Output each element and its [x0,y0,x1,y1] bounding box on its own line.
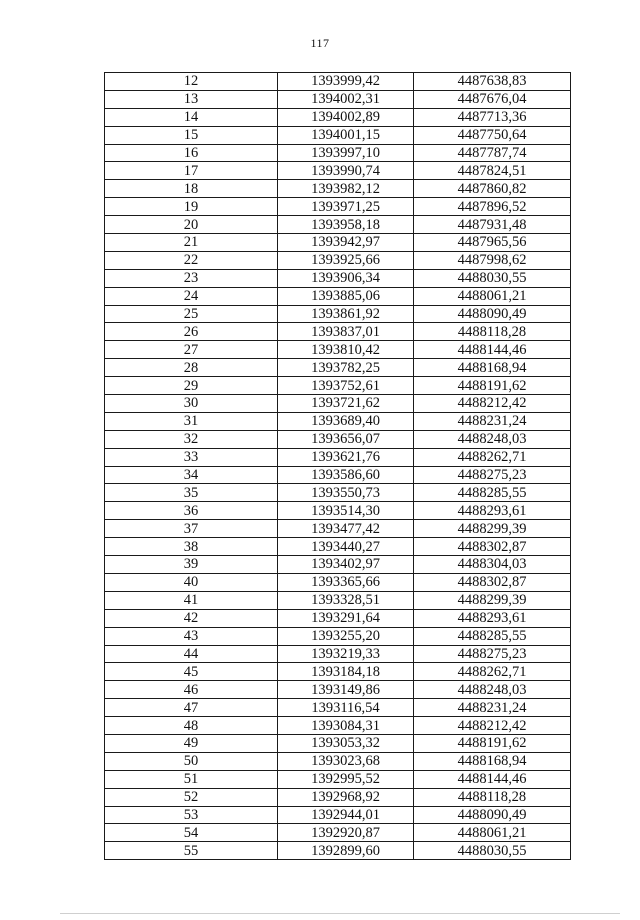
point-number-cell: 40 [105,573,278,591]
y-coordinate-cell: 4488118,28 [414,788,571,806]
table-row [105,573,571,591]
point-number-cell: 15 [105,126,278,144]
x-coordinate-cell: 1393477,42 [278,520,414,538]
y-coordinate-cell: 4488030,55 [414,269,571,287]
table-row [105,144,571,162]
y-coordinate-cell: 4488168,94 [414,752,571,770]
y-coordinate-cell: 4488061,21 [414,824,571,842]
table-row [105,251,571,269]
point-number-cell: 14 [105,108,278,126]
x-coordinate-cell: 1392899,60 [278,842,414,860]
point-number-cell: 43 [105,627,278,645]
table-row [105,681,571,699]
point-number-cell: 38 [105,538,278,556]
point-number-cell: 24 [105,287,278,305]
page-bottom-edge [60,913,620,914]
x-coordinate-cell: 1393402,97 [278,556,414,574]
y-coordinate-cell: 4488299,39 [414,591,571,609]
x-coordinate-cell: 1393990,74 [278,162,414,180]
x-coordinate-cell: 1393837,01 [278,323,414,341]
table-row [105,699,571,717]
x-coordinate-cell: 1394001,15 [278,126,414,144]
x-coordinate-cell: 1393752,61 [278,377,414,395]
x-coordinate-cell: 1393184,18 [278,663,414,681]
table-row [105,287,571,305]
point-number-cell: 39 [105,556,278,574]
table-row [105,216,571,234]
table-row [105,466,571,484]
x-coordinate-cell: 1393689,40 [278,412,414,430]
table-row [105,377,571,395]
point-number-cell: 33 [105,448,278,466]
y-coordinate-cell: 4488262,71 [414,663,571,681]
point-number-cell: 42 [105,609,278,627]
point-number-cell: 50 [105,752,278,770]
x-coordinate-cell: 1393997,10 [278,144,414,162]
table-row [105,734,571,752]
point-number-cell: 55 [105,842,278,860]
page-number: 117 [310,36,330,50]
table-row [105,448,571,466]
table-row [105,126,571,144]
y-coordinate-cell: 4487750,64 [414,126,571,144]
x-coordinate-cell: 1392968,92 [278,788,414,806]
table-row [105,90,571,108]
table-row [105,323,571,341]
x-coordinate-cell: 1393999,42 [278,73,414,91]
x-coordinate-cell: 1393586,60 [278,466,414,484]
x-coordinate-cell: 1393656,07 [278,430,414,448]
table-row [105,234,571,252]
point-number-cell: 18 [105,180,278,198]
table-row [105,162,571,180]
y-coordinate-cell: 4488090,49 [414,305,571,323]
point-number-cell: 16 [105,144,278,162]
point-number-cell: 12 [105,73,278,91]
table-row [105,645,571,663]
y-coordinate-cell: 4488293,61 [414,609,571,627]
x-coordinate-cell: 1392995,52 [278,770,414,788]
x-coordinate-cell: 1393721,62 [278,395,414,413]
x-coordinate-cell: 1392944,01 [278,806,414,824]
table-row [105,663,571,681]
point-number-cell: 36 [105,502,278,520]
point-number-cell: 41 [105,591,278,609]
x-coordinate-cell: 1393885,06 [278,287,414,305]
y-coordinate-cell: 4488191,62 [414,734,571,752]
table-row [105,520,571,538]
x-coordinate-cell: 1394002,31 [278,90,414,108]
table-row [105,198,571,216]
point-number-cell: 49 [105,734,278,752]
y-coordinate-cell: 4488285,55 [414,627,571,645]
point-number-cell: 19 [105,198,278,216]
point-number-cell: 51 [105,770,278,788]
table-row [105,395,571,413]
point-number-cell: 25 [105,305,278,323]
point-number-cell: 23 [105,269,278,287]
y-coordinate-cell: 4488212,42 [414,395,571,413]
x-coordinate-cell: 1393958,18 [278,216,414,234]
table-row [105,484,571,502]
y-coordinate-cell: 4488090,49 [414,806,571,824]
point-number-cell: 47 [105,699,278,717]
table-row [105,627,571,645]
table-row [105,770,571,788]
y-coordinate-cell: 4487896,52 [414,198,571,216]
y-coordinate-cell: 4488191,62 [414,377,571,395]
x-coordinate-cell: 1393291,64 [278,609,414,627]
x-coordinate-cell: 1393982,12 [278,180,414,198]
x-coordinate-cell: 1393084,31 [278,717,414,735]
point-number-cell: 54 [105,824,278,842]
y-coordinate-cell: 4487638,83 [414,73,571,91]
point-number-cell: 32 [105,430,278,448]
coordinates-table-container [104,72,570,860]
y-coordinate-cell: 4488231,24 [414,699,571,717]
table-row [105,788,571,806]
point-number-cell: 22 [105,251,278,269]
y-coordinate-cell: 4487965,56 [414,234,571,252]
table-row [105,591,571,609]
x-coordinate-cell: 1393149,86 [278,681,414,699]
x-coordinate-cell: 1393971,25 [278,198,414,216]
x-coordinate-cell: 1393514,30 [278,502,414,520]
point-number-cell: 30 [105,395,278,413]
coordinates-table [104,72,571,860]
point-number-cell: 29 [105,377,278,395]
point-number-cell: 34 [105,466,278,484]
point-number-cell: 46 [105,681,278,699]
y-coordinate-cell: 4488285,55 [414,484,571,502]
x-coordinate-cell: 1393328,51 [278,591,414,609]
y-coordinate-cell: 4487787,74 [414,144,571,162]
y-coordinate-cell: 4488231,24 [414,412,571,430]
x-coordinate-cell: 1393023,68 [278,752,414,770]
table-row [105,824,571,842]
y-coordinate-cell: 4488144,46 [414,341,571,359]
x-coordinate-cell: 1393925,66 [278,251,414,269]
table-row [105,412,571,430]
x-coordinate-cell: 1393116,54 [278,699,414,717]
point-number-cell: 37 [105,520,278,538]
y-coordinate-cell: 4488248,03 [414,430,571,448]
x-coordinate-cell: 1393255,20 [278,627,414,645]
y-coordinate-cell: 4488144,46 [414,770,571,788]
x-coordinate-cell: 1393942,97 [278,234,414,252]
y-coordinate-cell: 4488061,21 [414,287,571,305]
x-coordinate-cell: 1393550,73 [278,484,414,502]
table-row [105,752,571,770]
table-row [105,359,571,377]
x-coordinate-cell: 1392920,87 [278,824,414,842]
x-coordinate-cell: 1393440,27 [278,538,414,556]
point-number-cell: 21 [105,234,278,252]
table-row [105,180,571,198]
table-row [105,73,571,91]
table-row [105,269,571,287]
y-coordinate-cell: 4488293,61 [414,502,571,520]
y-coordinate-cell: 4488302,87 [414,538,571,556]
y-coordinate-cell: 4487998,62 [414,251,571,269]
y-coordinate-cell: 4488302,87 [414,573,571,591]
table-row [105,538,571,556]
table-row [105,305,571,323]
table-row [105,609,571,627]
point-number-cell: 48 [105,717,278,735]
y-coordinate-cell: 4488168,94 [414,359,571,377]
x-coordinate-cell: 1393219,33 [278,645,414,663]
x-coordinate-cell: 1393621,76 [278,448,414,466]
x-coordinate-cell: 1393782,25 [278,359,414,377]
point-number-cell: 52 [105,788,278,806]
table-row [105,842,571,860]
x-coordinate-cell: 1393861,92 [278,305,414,323]
table-row [105,430,571,448]
y-coordinate-cell: 4488275,23 [414,645,571,663]
x-coordinate-cell: 1394002,89 [278,108,414,126]
y-coordinate-cell: 4487931,48 [414,216,571,234]
y-coordinate-cell: 4488212,42 [414,717,571,735]
point-number-cell: 13 [105,90,278,108]
y-coordinate-cell: 4488299,39 [414,520,571,538]
y-coordinate-cell: 4488275,23 [414,466,571,484]
point-number-cell: 26 [105,323,278,341]
point-number-cell: 31 [105,412,278,430]
table-row [105,108,571,126]
y-coordinate-cell: 4487676,04 [414,90,571,108]
table-row [105,556,571,574]
point-number-cell: 28 [105,359,278,377]
point-number-cell: 44 [105,645,278,663]
y-coordinate-cell: 4487860,82 [414,180,571,198]
y-coordinate-cell: 4488030,55 [414,842,571,860]
point-number-cell: 35 [105,484,278,502]
y-coordinate-cell: 4488304,03 [414,556,571,574]
x-coordinate-cell: 1393906,34 [278,269,414,287]
point-number-cell: 17 [105,162,278,180]
point-number-cell: 27 [105,341,278,359]
coordinates-table-body [105,73,571,860]
y-coordinate-cell: 4488262,71 [414,448,571,466]
point-number-cell: 53 [105,806,278,824]
y-coordinate-cell: 4488248,03 [414,681,571,699]
y-coordinate-cell: 4488118,28 [414,323,571,341]
x-coordinate-cell: 1393053,32 [278,734,414,752]
point-number-cell: 45 [105,663,278,681]
x-coordinate-cell: 1393810,42 [278,341,414,359]
table-row [105,717,571,735]
x-coordinate-cell: 1393365,66 [278,573,414,591]
table-row [105,502,571,520]
y-coordinate-cell: 4487713,36 [414,108,571,126]
point-number-cell: 20 [105,216,278,234]
table-row [105,806,571,824]
table-row [105,341,571,359]
y-coordinate-cell: 4487824,51 [414,162,571,180]
